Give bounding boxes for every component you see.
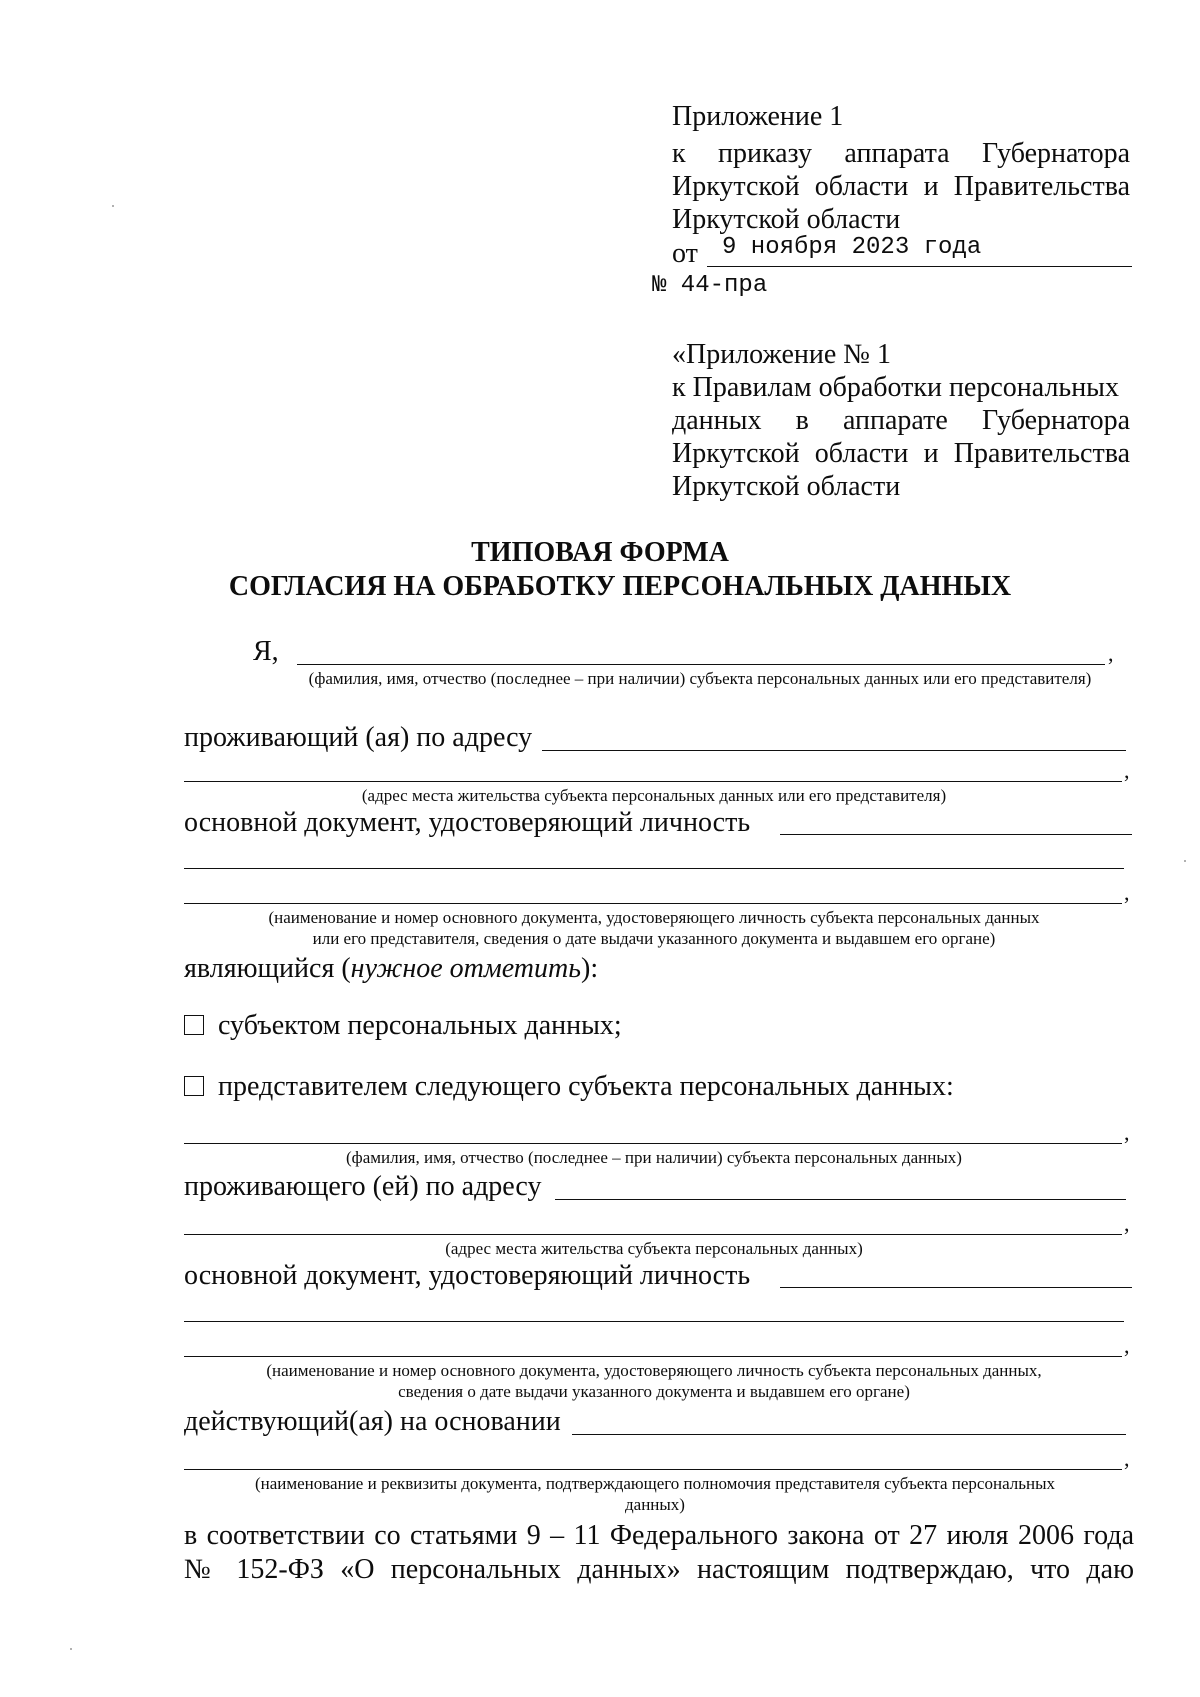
- subject-address-line-2[interactable]: [184, 1234, 1122, 1235]
- date-underline: [707, 266, 1132, 267]
- subject-doc-line-1[interactable]: [780, 1287, 1132, 1288]
- representative-checkbox[interactable]: [184, 1076, 204, 1096]
- doc-hint-line-2: или его представителя, сведения о дате выдачи указанного документа и выдавшем его органе): [312, 929, 996, 948]
- subject-address-comma: ,: [1124, 1211, 1130, 1236]
- basis-line-1[interactable]: [572, 1434, 1126, 1435]
- subject-doc-hint-line-2: сведения о дате выдачи указанного документа и выдавшем его органе): [398, 1382, 910, 1401]
- address-line-2[interactable]: [184, 781, 1122, 782]
- address-comma: ,: [1124, 758, 1130, 783]
- address-hint: (адрес места жительства субъекта персональных данных или его представителя): [361, 786, 947, 805]
- doc-line-2[interactable]: [184, 868, 1124, 869]
- appendix-line-1: Приложение 1: [672, 101, 844, 132]
- fio-hint: (фамилия, имя, отчество (последнее – при наличии) субъекта персональных данных или его представителя): [308, 669, 1092, 688]
- subject-doc-hint-line-1: (наименование и номер основного документа, удостоверяющего личность субъекта персональных данных,: [266, 1361, 1042, 1380]
- rules-appendix-line-4: Иркутской области и Правительства: [672, 438, 1130, 469]
- appendix-line-2: к приказу аппарата Губернатора: [672, 138, 1130, 169]
- form-title-line-2: СОГЛАСИЯ НА ОБРАБОТКУ ПЕРСОНАЛЬНЫХ ДАННЫХ: [228, 571, 1012, 602]
- option-representative[interactable]: представителем следующего субъекта персональных данных:: [184, 1070, 954, 1104]
- address-line-1[interactable]: [542, 750, 1126, 751]
- subject-doc-label: основной документ, удостоверяющий личность: [184, 1260, 751, 1291]
- doc-line-3[interactable]: [184, 903, 1122, 904]
- scan-speck: [1184, 860, 1186, 862]
- subject-checkbox[interactable]: [184, 1015, 204, 1035]
- rules-appendix-line-5: Иркутской области: [672, 471, 901, 502]
- subject-fio-hint: (фамилия, имя, отчество (последнее – при наличии) субъекта персональных данных): [346, 1148, 962, 1167]
- subject-fio-line[interactable]: [184, 1143, 1122, 1144]
- option-subject[interactable]: субъектом персональных данных;: [184, 1009, 622, 1043]
- appendix-line-3: Иркутской области и Правительства: [672, 171, 1130, 202]
- law-line-2: № 152-ФЗ «О персональных данных» настоящим подтверждаю, что даю: [184, 1554, 1134, 1585]
- subject-address-line-1[interactable]: [555, 1199, 1126, 1200]
- doc-label: основной документ, удостоверяющий личность: [184, 807, 751, 838]
- subject-address-label: проживающего (ей) по адресу: [184, 1171, 542, 1202]
- being-label: являющийся (нужное отметить):: [184, 953, 599, 984]
- basis-label: действующий(ая) на основании: [184, 1406, 561, 1437]
- basis-hint: (наименование и реквизиты документа, подтверждающего полномочия представителя субъекта персональных данных): [254, 1474, 1056, 1514]
- basis-comma: ,: [1124, 1446, 1130, 1471]
- law-line-1: в соответствии со статьями 9 – 11 Федерального закона от 27 июля 2006 года: [184, 1520, 1134, 1551]
- i-label: Я,: [253, 636, 279, 667]
- rules-appendix-line-1: «Приложение № 1: [672, 339, 891, 370]
- doc-hint-line-1: (наименование и номер основного документа, удостоверяющего личность субъекта персональных данных: [268, 908, 1040, 927]
- fio-comma: ,: [1108, 641, 1114, 666]
- scan-speck: [112, 205, 114, 207]
- address-label: проживающий (ая) по адресу: [184, 722, 533, 753]
- doc-comma: ,: [1124, 880, 1130, 905]
- appendix-line-4: Иркутской области: [672, 204, 901, 235]
- rules-appendix-line-2: к Правилам обработки персональных: [672, 372, 1119, 403]
- scan-speck: [70, 1648, 72, 1650]
- subject-address-hint: (адрес места жительства субъекта персональных данных): [445, 1239, 863, 1258]
- subject-doc-line-2[interactable]: [184, 1321, 1124, 1322]
- form-title-line-1: ТИПОВАЯ ФОРМА: [471, 537, 729, 568]
- subject-doc-line-3[interactable]: [184, 1356, 1122, 1357]
- appendix-date-prefix: от: [672, 238, 698, 269]
- appendix-date-value: 9 ноября 2023 года: [722, 234, 982, 261]
- subject-doc-comma: ,: [1124, 1333, 1130, 1358]
- rules-appendix-line-3: данных в аппарате Губернатора: [672, 405, 1130, 436]
- subject-fio-comma: ,: [1124, 1120, 1130, 1145]
- appendix-number: № 44-пра: [652, 272, 768, 299]
- doc-line-1[interactable]: [780, 834, 1132, 835]
- basis-line-2[interactable]: [184, 1469, 1122, 1470]
- fio-line[interactable]: [297, 664, 1105, 665]
